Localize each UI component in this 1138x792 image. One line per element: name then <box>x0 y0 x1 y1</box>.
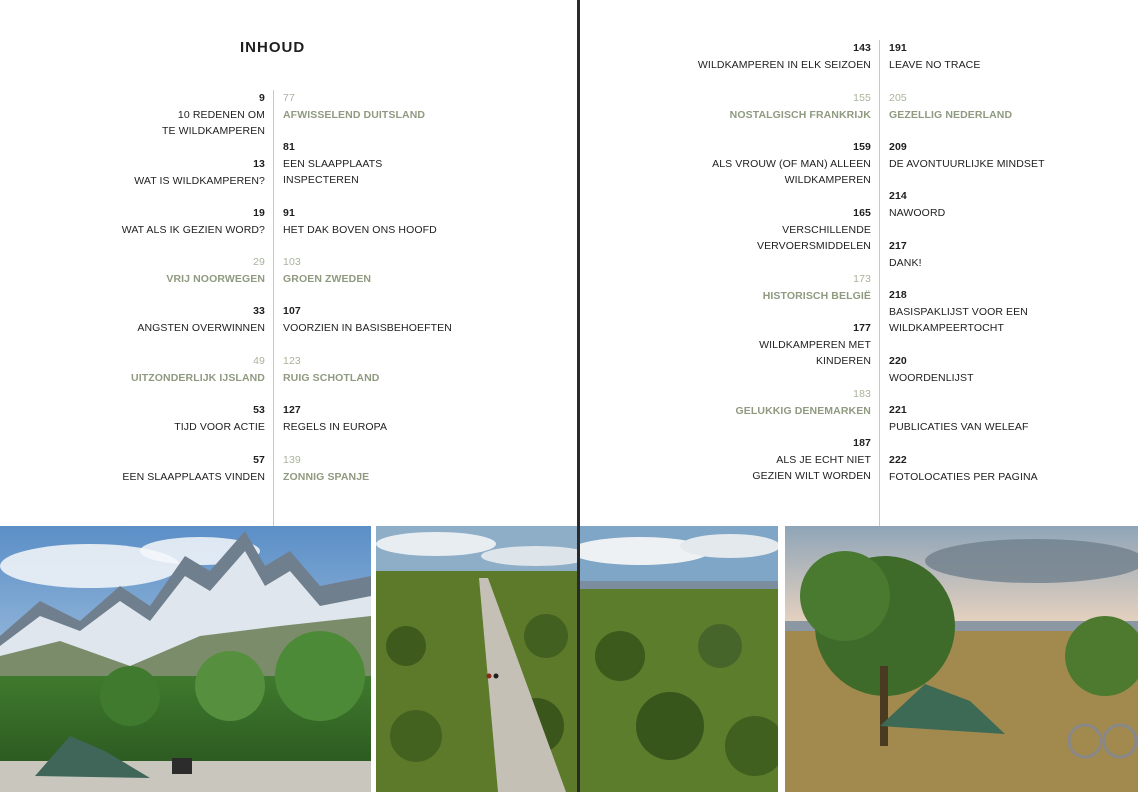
toc-entry-title: ZONNIG SPANJE <box>283 470 370 483</box>
toc-entry <box>0 303 265 336</box>
toc-entry <box>580 320 871 370</box>
toc-entry-title: HET DAK BOVEN ONS HOOFD <box>283 223 437 236</box>
page-title: INHOUD <box>240 39 306 56</box>
toc-page-number: 220 <box>889 355 907 367</box>
toc-entry-title: BASISPAKLIJST VOOR EEN <box>889 305 1028 318</box>
toc-entry <box>283 205 563 238</box>
road-aerial-photo <box>376 526 577 792</box>
toc-entry-title: RUIG SCHOTLAND <box>283 371 380 384</box>
toc-page-number: 205 <box>889 92 907 104</box>
toc-entry-title: EEN SLAAPPLAATS <box>283 157 383 170</box>
toc-entry <box>580 139 871 189</box>
toc-entry <box>889 188 1134 221</box>
toc-entry <box>580 435 871 485</box>
toc-entry-title: WAT ALS IK GEZIEN WORD? <box>121 223 265 236</box>
toc-page-number: 221 <box>889 404 907 416</box>
toc-page-number: 19 <box>253 207 265 219</box>
toc-page-number: 29 <box>253 256 265 268</box>
toc-page-number: 191 <box>889 42 907 54</box>
toc-page-number: 103 <box>283 256 301 268</box>
toc-page-number: 49 <box>253 355 265 367</box>
toc-entry-title: VRIJ NOORWEGEN <box>166 272 265 285</box>
toc-page-number: 139 <box>283 454 301 466</box>
toc-entry-title: TE WILDKAMPEREN <box>161 125 265 137</box>
toc-entry-title: REGELS IN EUROPA <box>283 420 388 433</box>
toc-page-number: 13 <box>253 158 265 170</box>
toc-entry <box>0 156 265 189</box>
toc-entry-title: ALS VROUW (OF MAN) ALLEEN <box>712 157 871 170</box>
toc-entry <box>889 40 1134 73</box>
toc-entry-title: GEZIEN WILT WORDEN <box>752 470 871 482</box>
toc-entry-title: ALS JE ECHT NIET <box>776 453 871 466</box>
toc-page-number: 91 <box>283 207 295 219</box>
toc-page-number: 222 <box>889 454 907 466</box>
toc-entry <box>889 139 1134 172</box>
toc-page-number: 33 <box>253 305 265 317</box>
toc-entry-title: VOORZIEN IN BASISBEHOEFTEN <box>283 321 452 334</box>
toc-entry-title: GELUKKIG DENEMARKEN <box>735 404 871 417</box>
mountain-camp-photo <box>0 526 371 792</box>
toc-entry-title: PUBLICATIES VAN WELEAF <box>889 420 1029 433</box>
toc-entry <box>283 90 563 123</box>
toc-entry <box>0 353 265 386</box>
toc-entry-title: WAT IS WILDKAMPEREN? <box>134 174 265 187</box>
toc-page-number: 107 <box>283 305 301 317</box>
toc-page-number: 187 <box>853 437 871 449</box>
toc-entry <box>580 90 871 123</box>
toc-page-number: 217 <box>889 240 907 252</box>
toc-entry-title: NAWOORD <box>889 206 946 219</box>
column-divider-left <box>273 90 274 526</box>
toc-entry-title: GEZELLIG NEDERLAND <box>889 108 1013 121</box>
toc-page-number: 214 <box>889 190 907 202</box>
toc-entry <box>889 353 1134 386</box>
toc-entry <box>283 402 563 435</box>
toc-entry-title: DE AVONTUURLIJKE MINDSET <box>889 157 1045 170</box>
toc-entry-title: FOTOLOCATIES PER PAGINA <box>889 470 1038 483</box>
toc-page-number: 143 <box>853 42 871 54</box>
toc-entry-title: WILDKAMPEERTOCHT <box>889 322 1004 334</box>
toc-entry <box>0 205 265 238</box>
toc-page-number: 218 <box>889 289 907 301</box>
toc-entry <box>889 238 1134 271</box>
toc-entry <box>283 254 563 287</box>
heathland-photo <box>580 526 778 792</box>
toc-entry <box>580 40 871 73</box>
toc-entry <box>283 353 563 386</box>
toc-entry <box>580 205 871 255</box>
toc-entry <box>283 452 563 485</box>
toc-entry-title: VERVOERSMIDDELEN <box>756 240 871 252</box>
toc-page-number: 165 <box>853 207 871 219</box>
tree-camp-photo <box>785 526 1138 792</box>
toc-entry-title: 10 REDENEN OM <box>177 108 265 121</box>
toc-entry <box>0 402 265 435</box>
toc-entry-title: HISTORISCH BELGIË <box>762 289 871 302</box>
toc-entry-title: KINDEREN <box>815 355 871 367</box>
toc-entry <box>889 287 1134 337</box>
toc-entry-title: GROEN ZWEDEN <box>283 272 372 285</box>
toc-entry-title: WILDKAMPEREN MET <box>759 338 871 351</box>
toc-entry-title: ANGSTEN OVERWINNEN <box>137 321 265 334</box>
toc-entry <box>889 90 1134 123</box>
toc-entry-title: TIJD VOOR ACTIE <box>174 420 265 433</box>
toc-entry-title: LEAVE NO TRACE <box>889 58 981 71</box>
toc-entry-title: INSPECTEREN <box>283 174 359 186</box>
toc-entry <box>889 402 1134 435</box>
toc-page-number: 53 <box>253 404 265 416</box>
toc-entry-title: AFWISSELEND DUITSLAND <box>283 108 426 121</box>
toc-entry-title: WILDKAMPEREN IN ELK SEIZOEN <box>697 58 871 71</box>
toc-page-number: 9 <box>259 92 265 104</box>
toc-entry <box>0 452 265 485</box>
toc-entry <box>0 90 265 140</box>
toc-entry-title: VERSCHILLENDE <box>782 223 871 236</box>
toc-entry-title: WILDKAMPEREN <box>784 174 871 186</box>
toc-page-number: 177 <box>853 322 871 334</box>
toc-entry-title: DANK! <box>889 256 922 269</box>
toc-page-number: 127 <box>283 404 301 416</box>
toc-page-number: 209 <box>889 141 907 153</box>
toc-entry <box>580 271 871 304</box>
toc-page-number: 57 <box>253 454 265 466</box>
toc-entry-title: UITZONDERLIJK IJSLAND <box>131 371 265 384</box>
toc-page-number: 183 <box>853 388 871 400</box>
toc-entry <box>580 386 871 419</box>
toc-entry <box>889 452 1134 485</box>
column-divider-right <box>879 40 880 526</box>
toc-entry-title: EEN SLAAPPLAATS VINDEN <box>122 470 265 483</box>
toc-entry-title: NOSTALGISCH FRANKRIJK <box>729 108 871 121</box>
toc-page-number: 123 <box>283 355 301 367</box>
toc-page-number: 155 <box>853 92 871 104</box>
toc-entry <box>283 303 563 336</box>
toc-entry-title: WOORDENLIJST <box>889 371 974 384</box>
toc-page-number: 173 <box>853 273 871 285</box>
toc-entry <box>0 254 265 287</box>
toc-page-number: 81 <box>283 141 295 153</box>
toc-entry <box>283 139 563 189</box>
toc-page-number: 159 <box>853 141 871 153</box>
toc-page-number: 77 <box>283 92 295 104</box>
